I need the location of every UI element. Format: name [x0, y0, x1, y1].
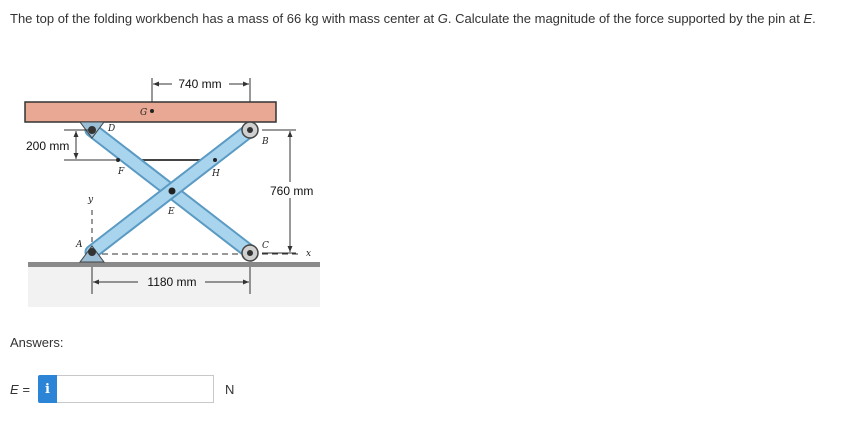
pin-e	[169, 188, 176, 195]
pin-h	[213, 158, 217, 162]
info-icon[interactable]: i	[38, 375, 57, 403]
question-part3: .	[812, 11, 816, 26]
dim-740: 740 mm	[178, 77, 222, 91]
label-d: D	[108, 124, 116, 134]
label-h: H	[212, 169, 220, 179]
label-y: y	[88, 195, 94, 205]
dim-760: 760 mm	[270, 184, 314, 198]
dim-1180: 1180 mm	[147, 275, 197, 289]
answers-heading: Answers:	[10, 335, 64, 350]
label-x: x	[306, 249, 312, 259]
label-c: C	[262, 241, 269, 251]
workbench-figure	[0, 62, 340, 312]
question-text	[10, 9, 850, 28]
question-part2: . Calculate the magnitude of the force supported by the pin at	[447, 11, 804, 26]
mass-center-g	[150, 109, 154, 113]
label-g: G	[140, 108, 148, 118]
answer-input-e[interactable]	[57, 375, 214, 403]
label-b: B	[262, 137, 269, 147]
label-e: E	[168, 207, 175, 217]
question-var-e: E	[803, 11, 813, 26]
ground	[28, 262, 320, 267]
label-a: A	[76, 240, 83, 250]
pin-a	[88, 248, 96, 256]
label-f: F	[118, 167, 125, 177]
answer-row	[10, 375, 234, 403]
answer-variable-label: E =	[10, 381, 30, 397]
question-part1: The top of the folding workbench has a mass of 66 kg with mass center at	[10, 11, 438, 26]
dim-200: 200 mm	[26, 139, 70, 153]
question-var-g: G	[437, 11, 448, 26]
answer-unit: N	[225, 381, 235, 397]
